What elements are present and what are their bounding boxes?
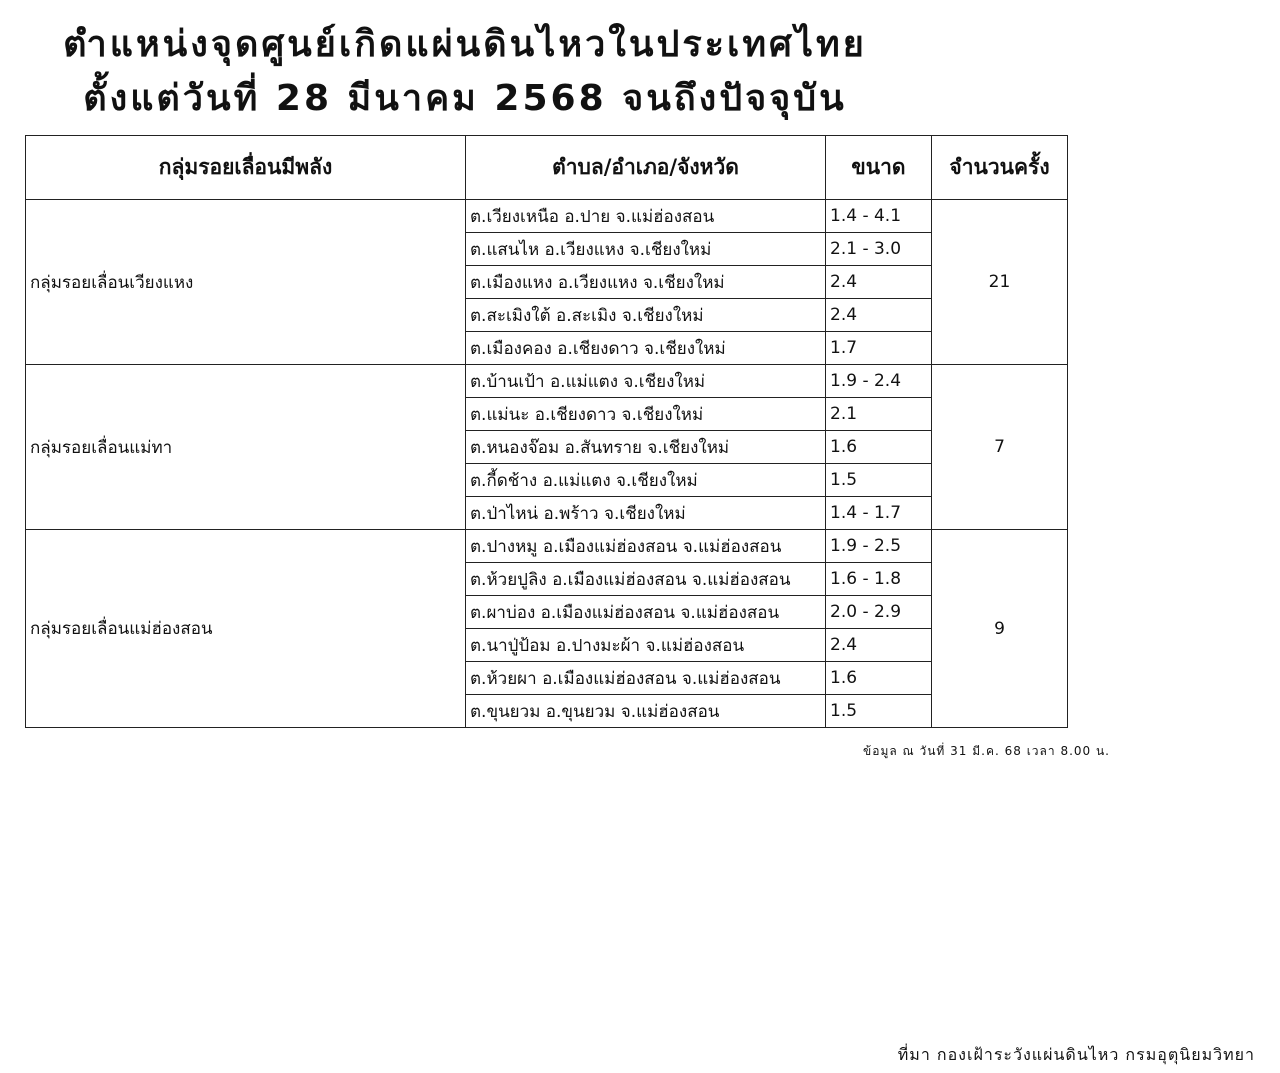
location-cell: ต.กี้ดช้าง อ.แม่แตง จ.เชียงใหม่	[466, 464, 826, 497]
title-line-2: ตั้งแต่วันที่ 28 มีนาคม 2568 จนถึงปัจจุบัน	[83, 78, 847, 119]
magnitude-cell: 1.5	[826, 695, 932, 728]
location-cell: ต.แม่นะ อ.เชียงดาว จ.เชียงใหม่	[466, 398, 826, 431]
fault-group-name: กลุ่มรอยเลื่อนแม่ทา	[26, 365, 466, 530]
magnitude-cell: 1.9 - 2.4	[826, 365, 932, 398]
magnitude-cell: 2.1	[826, 398, 932, 431]
magnitude-cell: 2.0 - 2.9	[826, 596, 932, 629]
location-cell: ต.ห้วยผา อ.เมืองแม่ฮ่องสอน จ.แม่ฮ่องสอน	[466, 662, 826, 695]
data-timestamp-note: ข้อมูล ณ วันที่ 31 มี.ค. 68 เวลา 8.00 น.	[863, 744, 1110, 758]
location-cell: ต.ห้วยปูลิง อ.เมืองแม่ฮ่องสอน จ.แม่ฮ่องสอน	[466, 563, 826, 596]
location-cell: ต.นาปู่ป้อม อ.ปางมะผ้า จ.แม่ฮ่องสอน	[466, 629, 826, 662]
location-cell: ต.ขุนยวม อ.ขุนยวม จ.แม่ฮ่องสอน	[466, 695, 826, 728]
table-row	[26, 200, 1068, 233]
location-cell: ต.เมืองคอง อ.เชียงดาว จ.เชียงใหม่	[466, 332, 826, 365]
source-credit: ที่มา กองเฝ้าระวังแผ่นดินไหว กรมอุตุนิยมวิทยา	[897, 1045, 1255, 1064]
location-cell: ต.ป่าไหน่ อ.พร้าว จ.เชียงใหม่	[466, 497, 826, 530]
count-cell: 9	[932, 530, 1068, 728]
location-cell: ต.หนองจ๊อม อ.สันทราย จ.เชียงใหม่	[466, 431, 826, 464]
magnitude-cell: 2.1 - 3.0	[826, 233, 932, 266]
magnitude-cell: 1.4 - 4.1	[826, 200, 932, 233]
magnitude-cell: 1.6	[826, 431, 932, 464]
count-cell: 21	[932, 200, 1068, 365]
location-cell: ต.ปางหมู อ.เมืองแม่ฮ่องสอน จ.แม่ฮ่องสอน	[466, 530, 826, 563]
magnitude-cell: 2.4	[826, 266, 932, 299]
magnitude-cell: 1.7	[826, 332, 932, 365]
header-magnitude: ขนาด	[826, 136, 932, 200]
header-fault-group: กลุ่มรอยเลื่อนมีพลัง	[26, 136, 466, 200]
page-title	[0, 18, 930, 126]
fault-group-name: กลุ่มรอยเลื่อนแม่ฮ่องสอน	[26, 530, 466, 728]
title-line-1: ตำแหน่งจุดศูนย์เกิดแผ่นดินไหวในประเทศไทย	[63, 24, 867, 65]
magnitude-cell: 1.9 - 2.5	[826, 530, 932, 563]
header-count: จำนวนครั้ง	[932, 136, 1068, 200]
header-location: ตำบล/อำเภอ/จังหวัด	[466, 136, 826, 200]
magnitude-cell: 1.5	[826, 464, 932, 497]
magnitude-cell: 2.4	[826, 629, 932, 662]
table-row	[26, 530, 1068, 563]
location-cell: ต.เมืองแหง อ.เวียงแหง จ.เชียงใหม่	[466, 266, 826, 299]
fault-group-name: กลุ่มรอยเลื่อนเวียงแหง	[26, 200, 466, 365]
location-cell: ต.ผาบ่อง อ.เมืองแม่ฮ่องสอน จ.แม่ฮ่องสอน	[466, 596, 826, 629]
table-row	[26, 365, 1068, 398]
location-cell: ต.เวียงเหนือ อ.ปาย จ.แม่ฮ่องสอน	[466, 200, 826, 233]
location-cell: ต.สะเมิงใต้ อ.สะเมิง จ.เชียงใหม่	[466, 299, 826, 332]
magnitude-cell: 1.4 - 1.7	[826, 497, 932, 530]
earthquake-table	[25, 135, 1068, 728]
magnitude-cell: 1.6 - 1.8	[826, 563, 932, 596]
magnitude-cell: 2.4	[826, 299, 932, 332]
count-cell: 7	[932, 365, 1068, 530]
location-cell: ต.แสนไห อ.เวียงแหง จ.เชียงใหม่	[466, 233, 826, 266]
location-cell: ต.บ้านเป้า อ.แม่แตง จ.เชียงใหม่	[466, 365, 826, 398]
magnitude-cell: 1.6	[826, 662, 932, 695]
table-header-row	[26, 136, 1068, 200]
